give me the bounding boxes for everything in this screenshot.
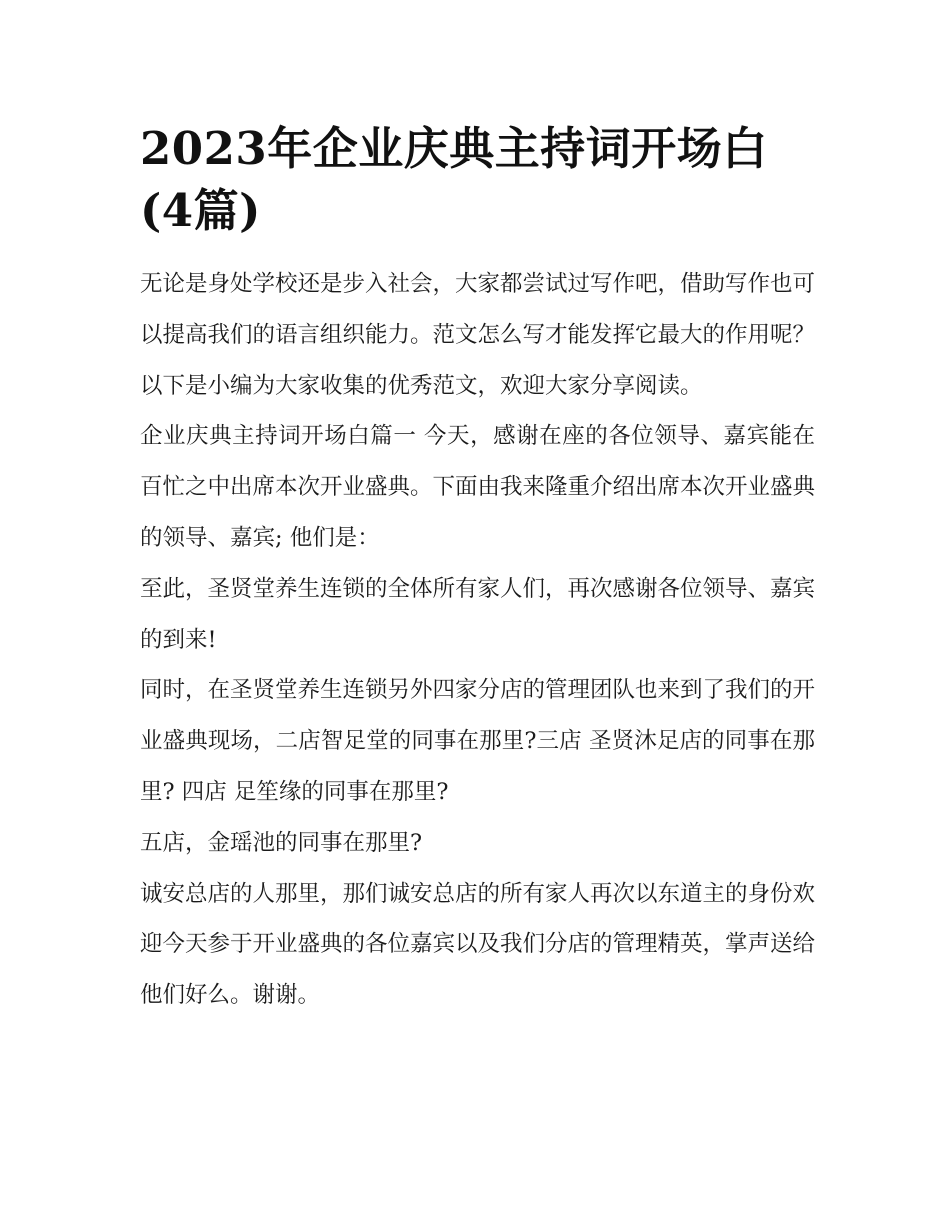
document-body: [140, 259, 815, 1021]
paragraph-opening: 企业庆典主持词开场白篇一 今天，感谢在座的各位领导、嘉宾能在百忙之中出席本次开业盛典。下面由我来隆重介绍出席本次开业盛典的领导、嘉宾; 他们是：: [140, 423, 816, 551]
paragraph-closing: 诚安总店的人那里，那们诚安总店的所有家人再次以东道主的身份欢迎今天参于开业盛典的各位嘉宾以及我们分店的管理精英，掌声送给他们好么。谢谢。: [140, 880, 816, 1009]
paragraph-fifth-branch: 五店，金瑶池的同事在那里?: [140, 829, 423, 856]
document-content: [140, 118, 815, 1021]
paragraph-branches: 同时，在圣贤堂养生连锁另外四家分店的管理团队也来到了我们的开业盛典现场，二店智足堂的同事在那里?三店 圣贤沐足店的同事在那里? 四店 足笙缘的同事在那里?: [140, 677, 816, 805]
document-title: 2023年企业庆典主持词开场白(4篇): [140, 122, 768, 237]
paragraph-intro: 无论是身处学校还是步入社会，大家都尝试过写作吧，借助写作也可以提高我们的语言组织能力。范文怎么写才能发挥它最大的作用呢？以下是小编为大家收集的优秀范文，欢迎大家分享阅读。: [140, 271, 816, 399]
paragraph-thanks: 至此，圣贤堂养生连锁的全体所有家人们，再次感谢各位领导、嘉宾的到来!: [140, 575, 816, 653]
